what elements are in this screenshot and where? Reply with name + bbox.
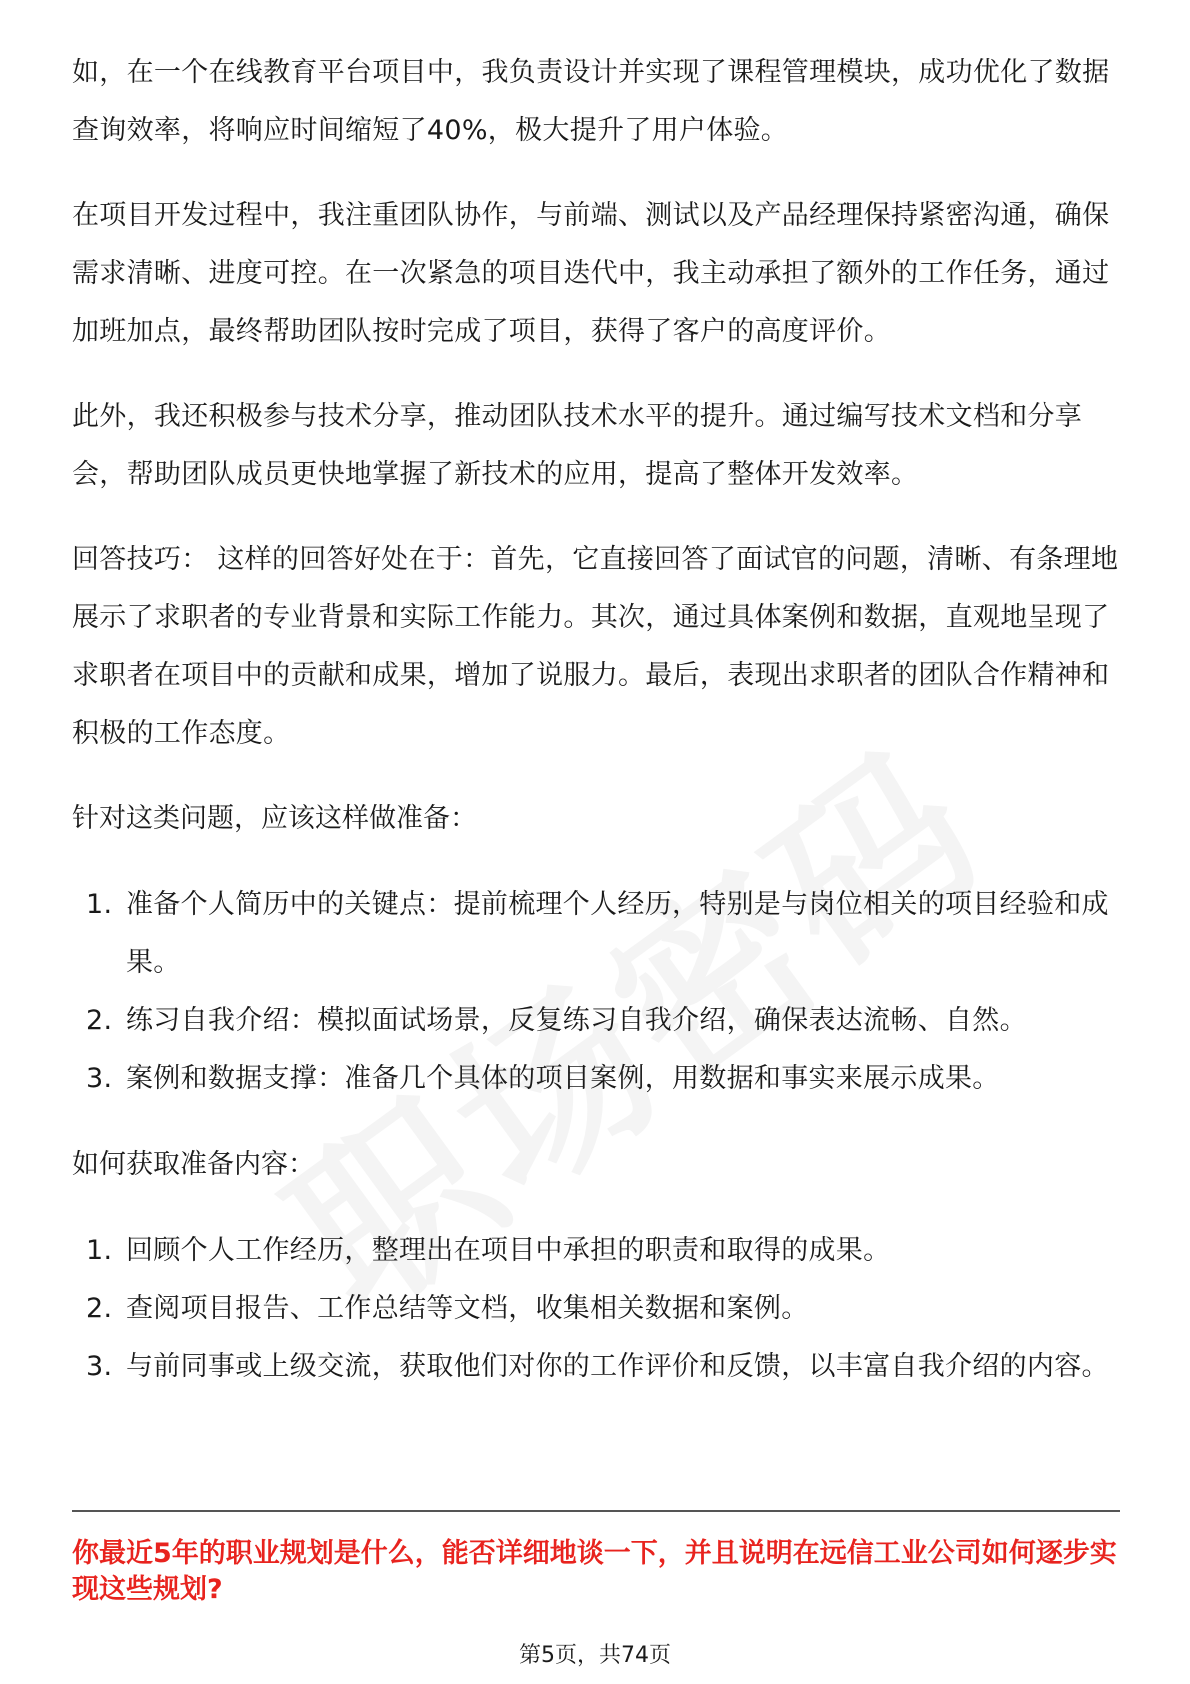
list-item <box>72 1280 1122 1338</box>
page-number: 第5页，共74页 <box>519 1643 671 1668</box>
obtain-heading: 如何获取准备内容： <box>72 1149 315 1180</box>
section-divider <box>72 1510 1120 1512</box>
list-item-text: 案例和数据支撑：准备几个具体的项目案例，用数据和事实来展示成果。 <box>126 1063 1000 1094</box>
list-number: 2. <box>86 1005 113 1036</box>
list-item <box>72 1338 1122 1396</box>
list-item-text: 与前同事或上级交流，获取他们对你的工作评价和反馈，以丰富自我介绍的内容。 <box>126 1351 1109 1382</box>
list-item <box>72 1050 1122 1108</box>
obtain-list <box>72 1222 1122 1396</box>
paragraph-project-example: 如，在一个在线教育平台项目中，我负责设计并实现了课程管理模块，成功优化了数据查询效率，将响应时间缩短了40%，极大提升了用户体验。 <box>72 57 1110 146</box>
paragraph-tech-sharing: 此外，我还积极参与技术分享，推动团队技术水平的提升。通过编写技术文档和分享会，帮助团队成员更快地掌握了新技术的应用，提高了整体开发效率。 <box>72 401 1083 490</box>
list-number: 2. <box>86 1293 113 1324</box>
list-item-text: 准备个人简历中的关键点：提前梳理个人经历，特别是与岗位相关的项目经验和成果。 <box>126 889 1109 978</box>
list-item <box>72 1222 1122 1280</box>
prepare-heading: 针对这类问题，应该这样做准备： <box>72 803 477 834</box>
prepare-list <box>72 876 1122 1108</box>
list-number: 3. <box>86 1063 113 1094</box>
next-question-heading: 你最近5年的职业规划是什么，能否详细地谈一下，并且说明在远信工业公司如何逐步实现这些规划? <box>72 1538 1117 1605</box>
list-item-text: 查阅项目报告、工作总结等文档，收集相关数据和案例。 <box>126 1293 809 1324</box>
document-body <box>72 44 1122 1424</box>
paragraph-answer-tips: 回答技巧： 这样的回答好处在于：首先，它直接回答了面试官的问题，清晰、有条理地展示了求职者的专业背景和实际工作能力。其次，通过具体案例和数据，直观地呈现了求职者在项目中的贡献和成果，增加了说服力。最后，表现出求职者的团队合作精神和积极的工作态度。 <box>72 544 1119 749</box>
list-item <box>72 992 1122 1050</box>
paragraph-teamwork: 在项目开发过程中，我注重团队协作，与前端、测试以及产品经理保持紧密沟通，确保需求清晰、进度可控。在一次紧急的项目迭代中，我主动承担了额外的工作任务，通过加班加点，最终帮助团队按时完成了项目，获得了客户的高度评价。 <box>72 200 1110 347</box>
list-number: 1. <box>86 1235 113 1266</box>
list-item <box>72 876 1122 992</box>
list-item-text: 练习自我介绍：模拟面试场景，反复练习自我介绍，确保表达流畅、自然。 <box>126 1005 1027 1036</box>
list-number: 3. <box>86 1351 113 1382</box>
list-item-text: 回顾个人工作经历，整理出在项目中承担的职责和取得的成果。 <box>126 1235 891 1266</box>
list-number: 1. <box>86 889 113 920</box>
